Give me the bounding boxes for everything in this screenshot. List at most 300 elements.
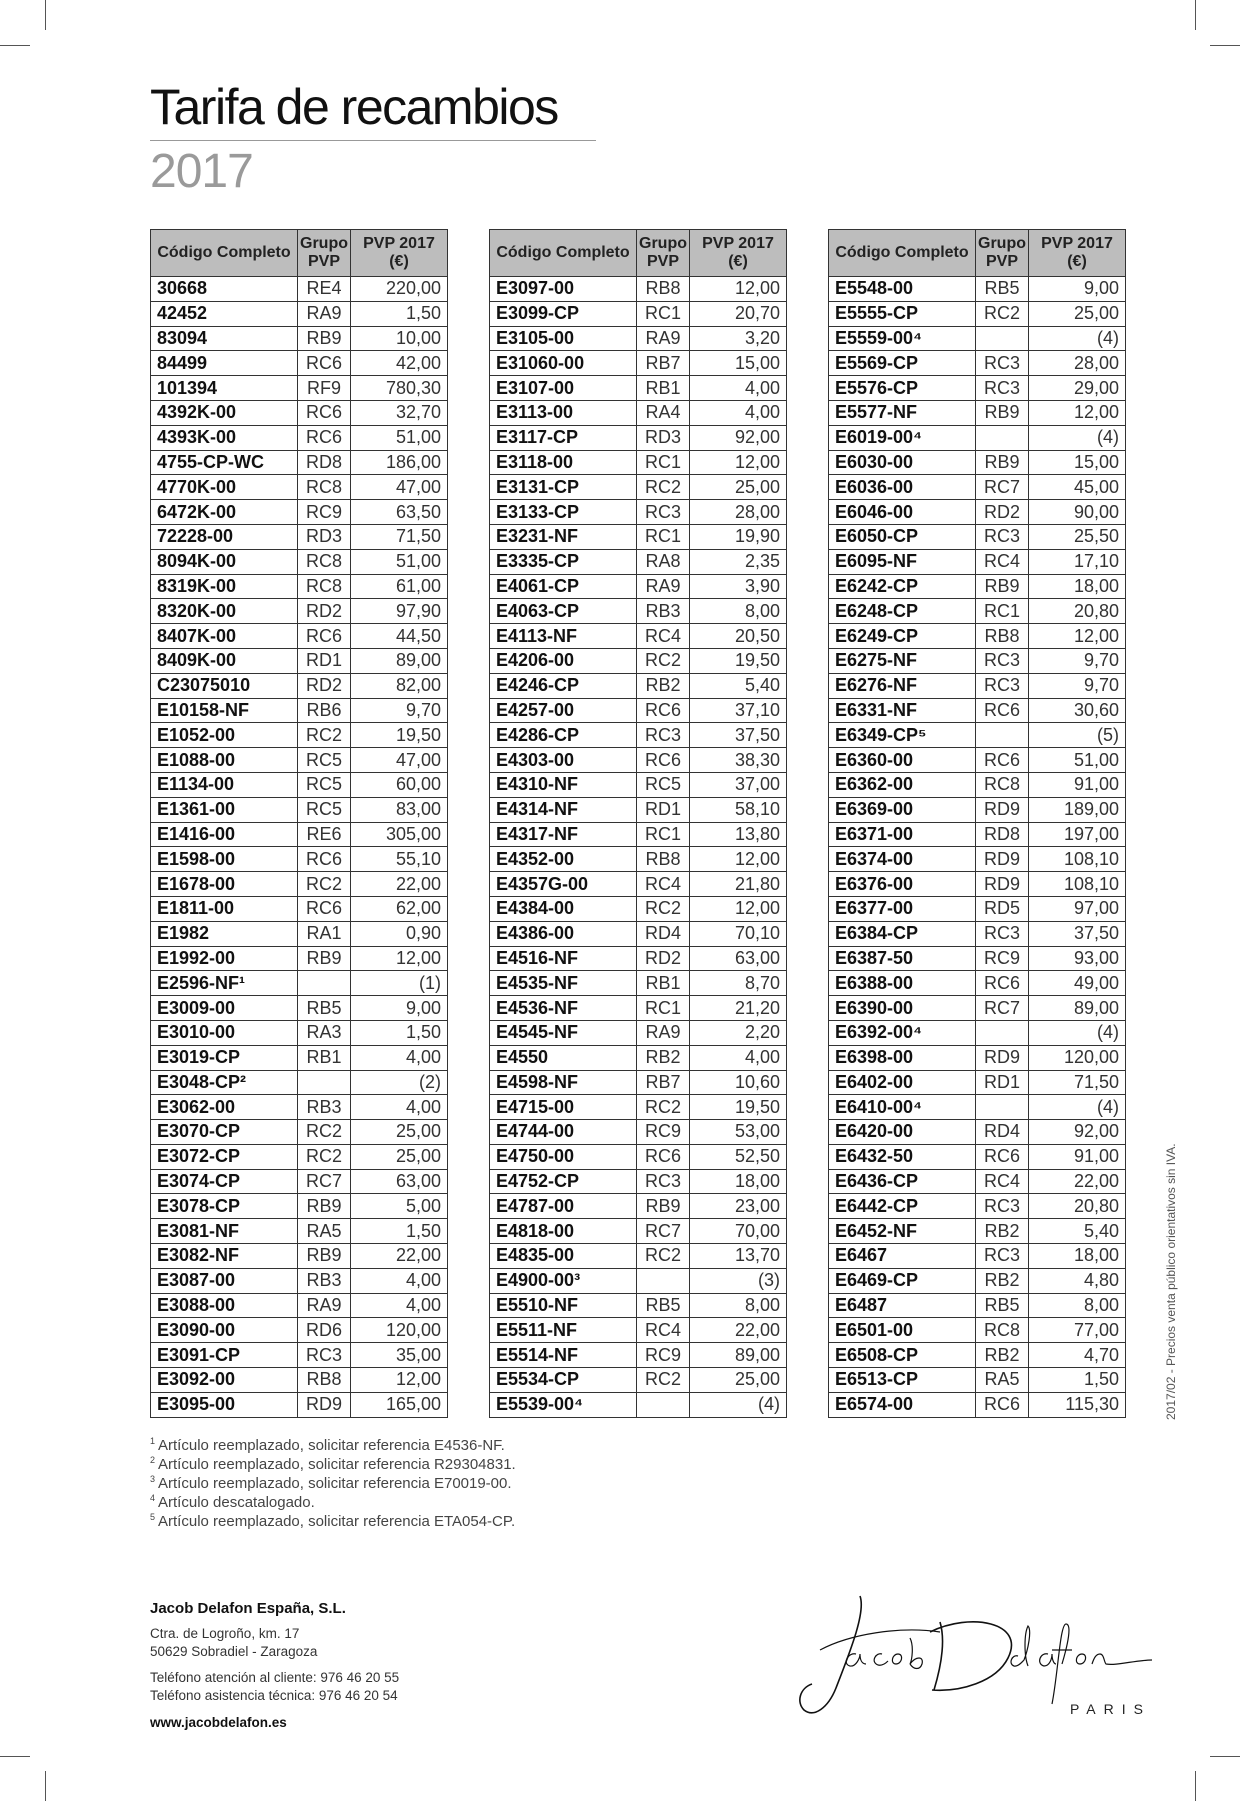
table-row — [151, 1020, 448, 1045]
price-group: RB9 — [298, 1244, 351, 1269]
price-value: 9,00 — [1029, 277, 1126, 302]
part-code: E10158-NF — [151, 698, 298, 723]
company-info — [150, 1600, 399, 1730]
price-group: RC1 — [637, 301, 690, 326]
table-row — [829, 549, 1126, 574]
price-group: RC9 — [637, 1120, 690, 1145]
table-row — [490, 822, 787, 847]
table-row — [151, 1095, 448, 1120]
company-address-line: Ctra. de Logroño, km. 17 — [150, 1626, 300, 1641]
footnote-text: Artículo reemplazado, solicitar referencia R29304831. — [158, 1456, 516, 1473]
table-row — [490, 1194, 787, 1219]
price-value: 12,00 — [690, 450, 787, 475]
price-value: 97,00 — [1029, 896, 1126, 921]
table-row — [829, 624, 1126, 649]
price-group: RA5 — [976, 1368, 1029, 1393]
price-group: RB8 — [298, 1368, 351, 1393]
table-row — [151, 301, 448, 326]
part-code: E1598-00 — [151, 847, 298, 872]
part-code: E3117-CP — [490, 425, 637, 450]
table-row — [490, 772, 787, 797]
table-row — [151, 1219, 448, 1244]
header-code: Código Completo — [151, 230, 298, 277]
table-row — [151, 376, 448, 401]
price-group: RB5 — [298, 996, 351, 1021]
part-code: E3105-00 — [490, 326, 637, 351]
price-group: RC7 — [637, 1219, 690, 1244]
table-row — [829, 1070, 1126, 1095]
part-code: E1811-00 — [151, 896, 298, 921]
part-code: E3131-CP — [490, 475, 637, 500]
crop-mark — [0, 45, 30, 46]
price-value: 12,00 — [351, 946, 448, 971]
part-code: E3099-CP — [490, 301, 637, 326]
header-group: Grupo PVP — [298, 230, 351, 277]
table-row — [490, 301, 787, 326]
price-group: RA9 — [298, 1293, 351, 1318]
price-group: RD6 — [298, 1318, 351, 1343]
price-group: RB2 — [976, 1268, 1029, 1293]
price-value: 4,00 — [351, 1268, 448, 1293]
table-row — [151, 1144, 448, 1169]
table-row — [490, 1244, 787, 1269]
footnote — [150, 1436, 516, 1455]
part-code: E6436-CP — [829, 1169, 976, 1194]
table-row — [490, 1219, 787, 1244]
part-code: E6387-50 — [829, 946, 976, 971]
table-row — [151, 599, 448, 624]
table-row — [490, 400, 787, 425]
tech-phone: Teléfono asistencia técnica: 976 46 20 54 — [150, 1688, 398, 1703]
table-row — [490, 996, 787, 1021]
price-group: RC3 — [976, 673, 1029, 698]
table-row — [829, 1318, 1126, 1343]
part-code: E2596-NF¹ — [151, 971, 298, 996]
part-code: E3335-CP — [490, 549, 637, 574]
part-code: E3095-00 — [151, 1392, 298, 1417]
table-row — [151, 450, 448, 475]
price-value: 18,00 — [690, 1169, 787, 1194]
part-code: E6388-00 — [829, 971, 976, 996]
price-group: RD9 — [976, 847, 1029, 872]
table-row — [151, 351, 448, 376]
part-code: E6398-00 — [829, 1045, 976, 1070]
price-group: RC8 — [976, 1318, 1029, 1343]
footnote-mark: 1 — [150, 1436, 156, 1446]
part-code: E1052-00 — [151, 723, 298, 748]
price-value: 15,00 — [1029, 450, 1126, 475]
price-group — [637, 1392, 690, 1417]
page-title: Tarifa de recambios — [150, 79, 558, 135]
price-value: 92,00 — [690, 425, 787, 450]
table-row — [490, 549, 787, 574]
price-value: 1,50 — [351, 1219, 448, 1244]
table-row — [829, 896, 1126, 921]
table-row — [490, 698, 787, 723]
price-value: 19,90 — [690, 524, 787, 549]
table-row — [829, 1244, 1126, 1269]
part-code: E4310-NF — [490, 772, 637, 797]
table-row — [490, 500, 787, 525]
price-value: 25,00 — [351, 1144, 448, 1169]
part-code: E4352-00 — [490, 847, 637, 872]
crop-mark — [1195, 1771, 1196, 1801]
price-group: RA3 — [298, 1020, 351, 1045]
part-code: E4314-NF — [490, 797, 637, 822]
table-row — [490, 1144, 787, 1169]
price-value: 5,40 — [1029, 1219, 1126, 1244]
crop-mark — [45, 0, 46, 30]
price-value: (5) — [1029, 723, 1126, 748]
price-group: RA1 — [298, 921, 351, 946]
footnote-mark: 3 — [150, 1474, 156, 1484]
price-group: RB9 — [298, 1194, 351, 1219]
part-code: E4303-00 — [490, 748, 637, 773]
price-group: RC3 — [976, 1244, 1029, 1269]
price-group: RC6 — [976, 748, 1029, 773]
title-divider — [150, 140, 596, 141]
price-value: 22,00 — [351, 1244, 448, 1269]
part-code: E6432-50 — [829, 1144, 976, 1169]
price-group: RB9 — [976, 574, 1029, 599]
part-code: 4770K-00 — [151, 475, 298, 500]
price-table-1 — [150, 229, 448, 1418]
price-group: RC5 — [298, 772, 351, 797]
table-row — [829, 376, 1126, 401]
price-value: 21,80 — [690, 872, 787, 897]
price-group: RC9 — [637, 1343, 690, 1368]
table-row — [490, 1070, 787, 1095]
part-code: E3081-NF — [151, 1219, 298, 1244]
table-row — [829, 1368, 1126, 1393]
price-group: RB3 — [298, 1268, 351, 1293]
price-group: RC2 — [298, 723, 351, 748]
price-group: RC2 — [637, 475, 690, 500]
part-code: E4550 — [490, 1045, 637, 1070]
crop-mark — [1195, 0, 1196, 30]
table-row — [829, 400, 1126, 425]
part-code: E6377-00 — [829, 896, 976, 921]
part-code: 8319K-00 — [151, 574, 298, 599]
price-value: 20,80 — [1029, 599, 1126, 624]
part-code: E3062-00 — [151, 1095, 298, 1120]
footnote-text: Artículo reemplazado, solicitar referencia ETA054-CP. — [158, 1513, 516, 1530]
part-code: E3070-CP — [151, 1120, 298, 1145]
price-value: 89,00 — [690, 1343, 787, 1368]
price-value: 4,80 — [1029, 1268, 1126, 1293]
price-group: RC6 — [298, 624, 351, 649]
price-value: 8,00 — [690, 599, 787, 624]
header-group: Grupo PVP — [976, 230, 1029, 277]
part-code: E6050-CP — [829, 524, 976, 549]
part-code: 42452 — [151, 301, 298, 326]
part-code: E6390-00 — [829, 996, 976, 1021]
price-value: (4) — [1029, 1095, 1126, 1120]
part-code: E4750-00 — [490, 1144, 637, 1169]
price-group: RC3 — [976, 921, 1029, 946]
table-row — [829, 1268, 1126, 1293]
table-row — [151, 996, 448, 1021]
table-row — [151, 748, 448, 773]
part-code: E6374-00 — [829, 847, 976, 872]
table-row — [490, 872, 787, 897]
price-group: RB5 — [976, 1293, 1029, 1318]
table-row — [490, 574, 787, 599]
header-price: PVP 2017 (€) — [690, 230, 787, 277]
price-value: 5,00 — [351, 1194, 448, 1219]
table-row — [829, 1219, 1126, 1244]
price-group: RC2 — [637, 1244, 690, 1269]
price-value: (4) — [1029, 1020, 1126, 1045]
price-value: (4) — [690, 1392, 787, 1417]
price-value: 32,70 — [351, 400, 448, 425]
table-row — [829, 475, 1126, 500]
part-code: E4535-NF — [490, 971, 637, 996]
table-row — [829, 1343, 1126, 1368]
table-row — [151, 797, 448, 822]
table-row — [151, 1120, 448, 1145]
price-value: 91,00 — [1029, 1144, 1126, 1169]
price-group: RF9 — [298, 376, 351, 401]
price-value: 45,00 — [1029, 475, 1126, 500]
table-row — [829, 723, 1126, 748]
price-value: 29,00 — [1029, 376, 1126, 401]
table-row — [151, 500, 448, 525]
part-code: E6469-CP — [829, 1268, 976, 1293]
price-value: 17,10 — [1029, 549, 1126, 574]
part-code: E3091-CP — [151, 1343, 298, 1368]
part-code: E3072-CP — [151, 1144, 298, 1169]
price-value: 97,90 — [351, 599, 448, 624]
price-value: 1,50 — [351, 301, 448, 326]
price-group: RC5 — [298, 748, 351, 773]
price-table-2 — [489, 229, 787, 1418]
table-row — [490, 748, 787, 773]
part-code: E6513-CP — [829, 1368, 976, 1393]
price-value: 35,00 — [351, 1343, 448, 1368]
price-group: RC2 — [637, 1368, 690, 1393]
header-price: PVP 2017 (€) — [351, 230, 448, 277]
part-code: E6508-CP — [829, 1343, 976, 1368]
price-value: 4,00 — [690, 376, 787, 401]
price-group: RC2 — [976, 301, 1029, 326]
table-row — [151, 648, 448, 673]
part-code: E6487 — [829, 1293, 976, 1318]
price-value: 22,00 — [1029, 1169, 1126, 1194]
part-code: E5534-CP — [490, 1368, 637, 1393]
table-row — [490, 1020, 787, 1045]
price-value: (4) — [1029, 425, 1126, 450]
price-group: RB3 — [298, 1095, 351, 1120]
table-row — [151, 946, 448, 971]
price-value: 1,50 — [1029, 1368, 1126, 1393]
part-code: E6019-00⁴ — [829, 425, 976, 450]
price-value: 71,50 — [1029, 1070, 1126, 1095]
table-row — [490, 277, 787, 302]
price-group: RB8 — [637, 277, 690, 302]
price-value: 51,00 — [1029, 748, 1126, 773]
price-value: 23,00 — [690, 1194, 787, 1219]
price-value: 89,00 — [1029, 996, 1126, 1021]
part-code: E3009-00 — [151, 996, 298, 1021]
part-code: E6275-NF — [829, 648, 976, 673]
table-row — [829, 574, 1126, 599]
part-code: E5555-CP — [829, 301, 976, 326]
price-group: RB3 — [637, 599, 690, 624]
price-group: RD9 — [976, 797, 1029, 822]
table-row — [490, 921, 787, 946]
part-code: E3048-CP² — [151, 1070, 298, 1095]
price-group: RC6 — [976, 1144, 1029, 1169]
price-value: 12,00 — [1029, 400, 1126, 425]
table-row — [490, 1318, 787, 1343]
price-group: RA9 — [637, 574, 690, 599]
price-value: 9,70 — [351, 698, 448, 723]
price-group: RC3 — [637, 500, 690, 525]
table-row — [829, 822, 1126, 847]
header-price: PVP 2017 (€) — [1029, 230, 1126, 277]
price-value: 37,50 — [690, 723, 787, 748]
price-group: RB5 — [976, 277, 1029, 302]
company-website-link[interactable]: www.jacobdelafon.es — [150, 1715, 287, 1730]
footnote-mark: 2 — [150, 1455, 156, 1465]
price-value: 780,30 — [351, 376, 448, 401]
price-value: 61,00 — [351, 574, 448, 599]
price-value: 51,00 — [351, 549, 448, 574]
part-code: E3078-CP — [151, 1194, 298, 1219]
part-code: E6501-00 — [829, 1318, 976, 1343]
table-row — [151, 921, 448, 946]
price-group: RD2 — [298, 599, 351, 624]
price-value: 42,00 — [351, 351, 448, 376]
price-group: RC6 — [976, 698, 1029, 723]
part-code: E5559-00⁴ — [829, 326, 976, 351]
table-row — [490, 1120, 787, 1145]
price-value: 60,00 — [351, 772, 448, 797]
price-group: RB5 — [637, 1293, 690, 1318]
part-code: C23075010 — [151, 673, 298, 698]
table-row — [490, 326, 787, 351]
footnote — [150, 1455, 516, 1474]
price-group: RB6 — [298, 698, 351, 723]
table-row — [829, 946, 1126, 971]
table-row — [829, 599, 1126, 624]
part-code: 72228-00 — [151, 524, 298, 549]
table-row — [490, 1293, 787, 1318]
table-row — [490, 425, 787, 450]
price-value: 47,00 — [351, 475, 448, 500]
price-group — [976, 425, 1029, 450]
price-value: 4,00 — [351, 1045, 448, 1070]
company-address-line: 50629 Sobradiel - Zaragoza — [150, 1644, 318, 1659]
price-group: RC1 — [976, 599, 1029, 624]
price-value: 3,20 — [690, 326, 787, 351]
price-group: RC3 — [976, 648, 1029, 673]
price-value: 20,80 — [1029, 1194, 1126, 1219]
part-code: E4900-00³ — [490, 1268, 637, 1293]
table-row — [151, 1318, 448, 1343]
part-code: E6376-00 — [829, 872, 976, 897]
footnote — [150, 1474, 516, 1493]
price-value: 37,10 — [690, 698, 787, 723]
price-value: 2,20 — [690, 1020, 787, 1045]
part-code: E6046-00 — [829, 500, 976, 525]
table-row — [490, 1045, 787, 1070]
price-value: 8,00 — [690, 1293, 787, 1318]
header-code: Código Completo — [490, 230, 637, 277]
part-code: E1678-00 — [151, 872, 298, 897]
price-group: RD1 — [976, 1070, 1029, 1095]
part-code: 4393K-00 — [151, 425, 298, 450]
part-code: E6467 — [829, 1244, 976, 1269]
table-row — [829, 772, 1126, 797]
price-group: RA4 — [637, 400, 690, 425]
price-group: RC6 — [298, 400, 351, 425]
part-code: E6030-00 — [829, 450, 976, 475]
part-code: E6349-CP⁵ — [829, 723, 976, 748]
table-row — [490, 723, 787, 748]
price-group: RE4 — [298, 277, 351, 302]
price-value: 9,70 — [1029, 648, 1126, 673]
price-value: 21,20 — [690, 996, 787, 1021]
price-group: RB2 — [637, 1045, 690, 1070]
price-value: 120,00 — [1029, 1045, 1126, 1070]
table-row — [151, 400, 448, 425]
price-value: (2) — [351, 1070, 448, 1095]
price-group: RB2 — [976, 1219, 1029, 1244]
price-group: RC1 — [637, 996, 690, 1021]
price-value: (4) — [1029, 326, 1126, 351]
price-group: RB7 — [637, 1070, 690, 1095]
price-table-3 — [828, 229, 1126, 1418]
table-row — [829, 971, 1126, 996]
footnote — [150, 1512, 516, 1531]
table-row — [829, 277, 1126, 302]
price-group: RC2 — [298, 1144, 351, 1169]
table-row — [829, 797, 1126, 822]
price-group: RC3 — [976, 1194, 1029, 1219]
table-row — [829, 1169, 1126, 1194]
part-code: E4835-00 — [490, 1244, 637, 1269]
part-code: E6402-00 — [829, 1070, 976, 1095]
part-code: E6410-00⁴ — [829, 1095, 976, 1120]
part-code: 101394 — [151, 376, 298, 401]
price-group — [637, 1268, 690, 1293]
price-value: 13,80 — [690, 822, 787, 847]
part-code: E31060-00 — [490, 351, 637, 376]
part-code: E4384-00 — [490, 896, 637, 921]
table-row — [829, 1144, 1126, 1169]
price-group: RC2 — [298, 872, 351, 897]
price-group: RC3 — [976, 376, 1029, 401]
part-code: 8320K-00 — [151, 599, 298, 624]
price-group: RC9 — [298, 500, 351, 525]
part-code: E4257-00 — [490, 698, 637, 723]
price-value: 197,00 — [1029, 822, 1126, 847]
part-code: 6472K-00 — [151, 500, 298, 525]
price-value: 20,70 — [690, 301, 787, 326]
price-value: 91,00 — [1029, 772, 1126, 797]
price-group — [976, 326, 1029, 351]
part-code: E4317-NF — [490, 822, 637, 847]
price-group: RB9 — [976, 450, 1029, 475]
part-code: E4715-00 — [490, 1095, 637, 1120]
table-row — [829, 698, 1126, 723]
part-code: 84499 — [151, 351, 298, 376]
table-row — [490, 797, 787, 822]
price-group: RA9 — [637, 326, 690, 351]
part-code: E1416-00 — [151, 822, 298, 847]
